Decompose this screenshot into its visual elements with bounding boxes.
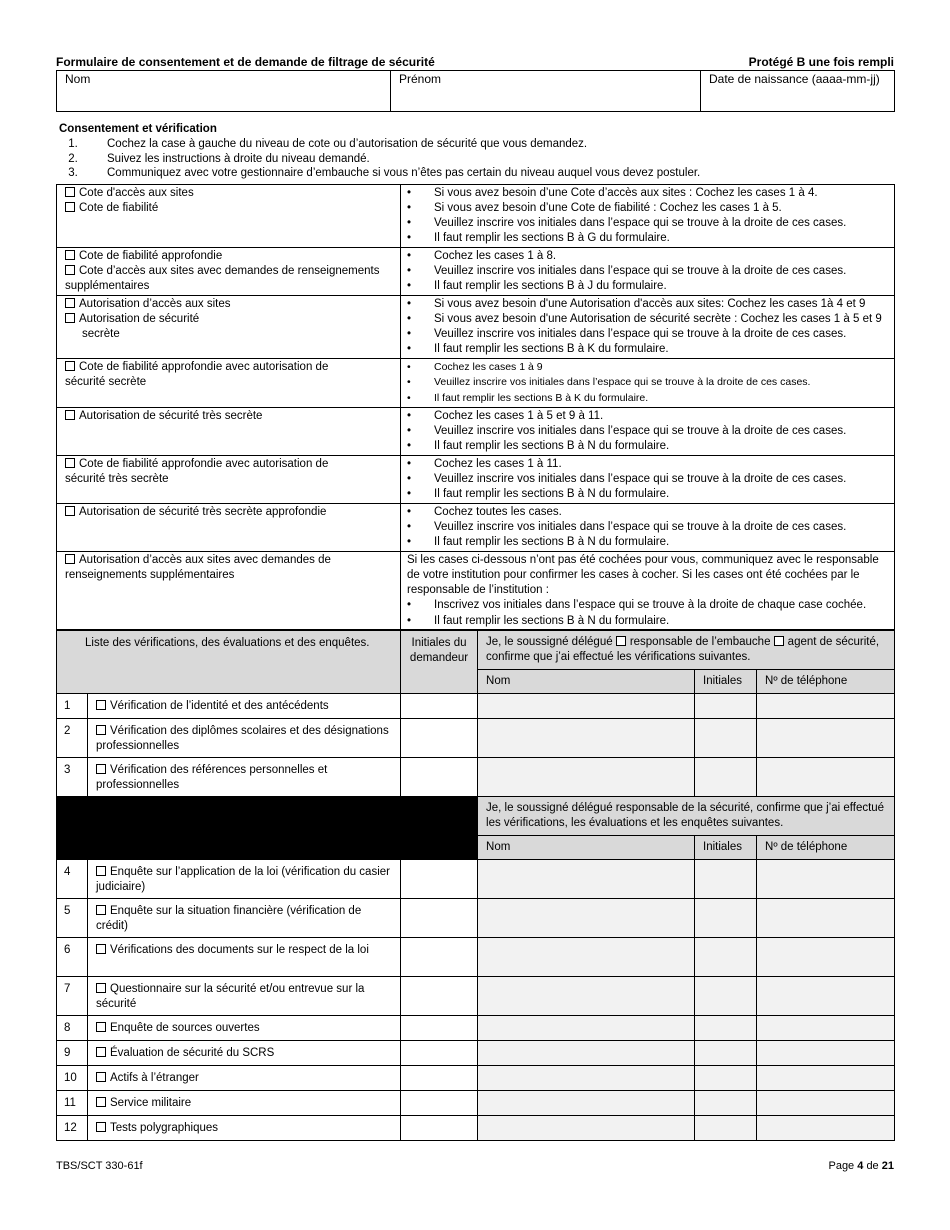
- checkbox[interactable]: [65, 361, 75, 371]
- hiring-manager-checkbox[interactable]: [616, 636, 626, 646]
- name-cell[interactable]: [478, 1066, 695, 1091]
- applicant-initials-cell[interactable]: [401, 899, 478, 938]
- table-row: [57, 1041, 895, 1066]
- level-row: [57, 503, 895, 551]
- protection-label: Protégé B une fois rempli: [748, 55, 894, 69]
- applicant-initials-cell[interactable]: [401, 1091, 478, 1116]
- level-option[interactable]: Autorisation de sécurité très secrète approfondie: [65, 505, 400, 520]
- check-label: Vérification des références personnelles et professionnelles: [96, 764, 328, 792]
- phone-cell[interactable]: [757, 758, 895, 797]
- checkbox[interactable]: [65, 313, 75, 323]
- checkbox[interactable]: [96, 725, 106, 735]
- check-label: Enquête sur la situation financière (vérification de crédit): [96, 905, 362, 933]
- check-label: Tests polygraphiques: [110, 1122, 219, 1135]
- blacked-out-section: [57, 797, 478, 860]
- check-label: Actifs à l’étranger: [110, 1072, 199, 1085]
- table-row: [57, 938, 895, 977]
- instruction-item: 1. Cochez la case à gauche du niveau de cote ou d’autorisation de sécurité que vous demandez.: [81, 137, 894, 152]
- checkbox[interactable]: [96, 700, 106, 710]
- checkbox[interactable]: [65, 506, 75, 516]
- check-number: 4: [57, 860, 88, 899]
- level-option-continuation: secrète: [82, 328, 120, 341]
- level-instructions: • Si vous avez besoin d'une Autorisation d'accès aux sites: Cochez les cases 1à 4 et 9 • Si vous avez besoin d'une Autorisation de sécurité secrète : Cochez les cases 1 à 5 et 9 • Veuillez inscrire vos initiales dans l’espace qui se trouve à la droite de ces cases. • Il faut remplir les sections B à K du formulaire.: [407, 297, 894, 358]
- checkbox[interactable]: [96, 1122, 106, 1132]
- check-number: 9: [57, 1041, 88, 1066]
- check-number: 2: [57, 719, 88, 758]
- initials-cell[interactable]: [695, 938, 757, 977]
- page-footer: [56, 1160, 894, 1172]
- security-officer-checkbox[interactable]: [774, 636, 784, 646]
- phone-cell[interactable]: [757, 694, 895, 719]
- level-option[interactable]: Cote d’accès aux sites avec demandes de renseignements supplémentaires: [65, 264, 380, 293]
- name-cell[interactable]: [478, 860, 695, 899]
- col-header-name: Nom: [478, 670, 695, 694]
- level-option[interactable]: Cote de fiabilité approfondie: [65, 249, 400, 264]
- check-number: 12: [57, 1116, 88, 1141]
- check-label: Vérification de l’identité et des antécédents: [110, 700, 329, 713]
- initials-cell[interactable]: [695, 694, 757, 719]
- checkbox[interactable]: [65, 554, 75, 564]
- instruction-item: 2. Suivez les instructions à droite du niveau demandé.: [81, 152, 894, 167]
- applicant-initials-cell[interactable]: [401, 719, 478, 758]
- name-cell[interactable]: [478, 1041, 695, 1066]
- checkbox[interactable]: [65, 298, 75, 308]
- level-option[interactable]: Autorisation d’accès aux sites avec demandes de renseignements supplémentaires: [65, 553, 331, 581]
- instructions-list: [56, 137, 894, 181]
- level-instructions: • Cochez les cases 1 à 9 • Veuillez inscrire vos initiales dans l’espace qui se trouve à la droite de ces cases. • Il faut remplir les sections B à K du formulaire.: [407, 360, 894, 407]
- checkbox[interactable]: [96, 1022, 106, 1032]
- applicant-initials-cell[interactable]: [401, 938, 478, 977]
- initials-cell[interactable]: [695, 860, 757, 899]
- col-header-initials: Initiales: [695, 836, 757, 860]
- level-intro: Si les cases ci-dessous n’ont pas été cochées pour vous, communiquez avec le responsable de votre institution pour confirmer les cases à cocher. Si les cases ont été cochées par le responsable de l’institution :: [407, 553, 879, 597]
- table-row: [57, 1116, 895, 1141]
- applicant-initials-cell[interactable]: [401, 694, 478, 719]
- name-cell[interactable]: [478, 977, 695, 1016]
- name-cell[interactable]: [478, 899, 695, 938]
- level-option[interactable]: Autorisation de sécurité: [65, 312, 400, 327]
- form-title: Formulaire de consentement et de demande de filtrage de sécurité: [56, 55, 435, 69]
- phone-cell[interactable]: [757, 1066, 895, 1091]
- form-page: [56, 54, 894, 1141]
- level-instructions: • Si vous avez besoin d’une Cote d’accès aux sites : Cochez les cases 1 à 4. • Si vous avez besoin d’une Cote de fiabilité : Cochez les cases 1 à 5. • Veuillez inscrire vos initiales dans l’espace qui se trouve à la droite de ces cases. • Il faut remplir les sections B à G du formulaire.: [407, 186, 894, 247]
- check-number: 8: [57, 1016, 88, 1041]
- check-number: 7: [57, 977, 88, 1016]
- initials-cell[interactable]: [695, 1066, 757, 1091]
- form-code: TBS/SCT 330-61f: [56, 1160, 143, 1172]
- phone-cell[interactable]: [757, 977, 895, 1016]
- table-row: [57, 1091, 895, 1116]
- checkbox[interactable]: [96, 1097, 106, 1107]
- level-option[interactable]: Cote de fiabilité approfondie avec autorisation de sécurité très secrète: [65, 457, 329, 486]
- level-instructions: • Cochez toutes les cases. • Veuillez inscrire vos initiales dans l’espace qui se trouve à la droite de ces cases. • Il faut remplir les sections B à N du formulaire.: [407, 505, 894, 551]
- phone-cell[interactable]: [757, 1041, 895, 1066]
- col-header-name: Nom: [478, 836, 695, 860]
- checkbox[interactable]: [65, 250, 75, 260]
- checkbox[interactable]: [65, 458, 75, 468]
- table-row: [57, 860, 895, 899]
- table-row: [57, 899, 895, 938]
- check-number: 10: [57, 1066, 88, 1091]
- initials-cell[interactable]: [695, 1041, 757, 1066]
- check-number: 11: [57, 1091, 88, 1116]
- check-number: 1: [57, 694, 88, 719]
- first-name-label: Prénom: [399, 72, 442, 86]
- name-cell[interactable]: [478, 719, 695, 758]
- check-label: Vérifications des documents sur le respect de la loi: [110, 944, 369, 957]
- phone-cell[interactable]: [757, 1091, 895, 1116]
- security-delegate-confirmation: Je, le soussigné délégué responsable de la sécurité, confirme que j’ai effectué les vérifications, les évaluations et les enquêtes suivantes.: [478, 797, 895, 836]
- applicant-initials-cell[interactable]: [401, 1016, 478, 1041]
- checkbox[interactable]: [96, 764, 106, 774]
- applicant-initials-cell[interactable]: [401, 758, 478, 797]
- check-label: Évaluation de sécurité du SCRS: [110, 1047, 275, 1060]
- col-header-phone: Nº de téléphone: [757, 670, 895, 694]
- applicant-initials-header: Initiales du demandeur: [401, 631, 478, 694]
- first-name-field[interactable]: [391, 71, 701, 112]
- section-title: Consentement et vérification: [59, 123, 217, 135]
- applicant-initials-cell[interactable]: [401, 1116, 478, 1141]
- table-row: [57, 977, 895, 1016]
- initials-cell[interactable]: [695, 719, 757, 758]
- check-label: Service militaire: [110, 1097, 192, 1110]
- check-label: Questionnaire sur la sécurité et/ou entrevue sur la sécurité: [96, 983, 365, 1011]
- checkbox[interactable]: [96, 1072, 106, 1082]
- instruction-item: 3. Communiquez avec votre gestionnaire d’embauche si vous n’êtes pas certain du niveau auquel vous devez postuler.: [81, 166, 894, 181]
- level-option[interactable]: Cote de fiabilité approfondie avec autorisation de sécurité secrète: [65, 360, 329, 389]
- checkbox[interactable]: [65, 265, 75, 275]
- check-label: Vérification des diplômes scolaires et des désignations professionnelles: [96, 725, 389, 753]
- level-option[interactable]: Autorisation d’accès aux sites: [65, 297, 400, 312]
- initials-cell[interactable]: [695, 1016, 757, 1041]
- phone-cell[interactable]: [757, 938, 895, 977]
- check-number: 5: [57, 899, 88, 938]
- name-cell[interactable]: [478, 758, 695, 797]
- level-instructions: • Cochez les cases 1 à 11. • Veuillez inscrire vos initiales dans l’espace qui se trouve à la droite de ces cases. • Il faut remplir les sections B à N du formulaire.: [407, 457, 894, 503]
- checkbox[interactable]: [65, 187, 75, 197]
- name-cell[interactable]: [478, 938, 695, 977]
- form-header: [56, 54, 894, 70]
- name-cell[interactable]: [478, 1091, 695, 1116]
- level-row: [57, 455, 895, 503]
- name-cell[interactable]: [478, 694, 695, 719]
- initials-cell[interactable]: [695, 977, 757, 1016]
- level-option[interactable]: Cote d'accès aux sites: [65, 186, 400, 201]
- delegate-confirmation: Je, le soussigné délégué responsable de l’embauche agent de sécurité, confirme que j’ai effectué les vérifications suivantes.: [478, 631, 895, 670]
- identity-table: [56, 70, 895, 112]
- birth-date-label: Date de naissance (aaaa-mm-jj): [709, 72, 880, 86]
- level-row: [57, 295, 895, 358]
- page-indicator: Page 4 de 21: [828, 1160, 894, 1172]
- initials-cell[interactable]: [695, 1116, 757, 1141]
- checks-list-title: Liste des vérifications, des évaluations et des enquêtes.: [57, 631, 401, 694]
- level-row: [57, 184, 895, 247]
- level-row: [57, 247, 895, 295]
- table-row: [57, 694, 895, 719]
- level-row: [57, 407, 895, 455]
- table-row: [57, 719, 895, 758]
- checkbox[interactable]: [65, 410, 75, 420]
- initials-cell[interactable]: [695, 1091, 757, 1116]
- level-instructions: • Cochez les cases 1 à 8. • Veuillez inscrire vos initiales dans l’espace qui se trouve à la droite de ces cases. • Il faut remplir les sections B à J du formulaire.: [407, 249, 894, 295]
- phone-cell[interactable]: [757, 1116, 895, 1141]
- level-row: [57, 551, 895, 629]
- applicant-initials-cell[interactable]: [401, 1041, 478, 1066]
- col-header-phone: Nº de téléphone: [757, 836, 895, 860]
- level-option[interactable]: Autorisation de sécurité très secrète: [65, 409, 400, 424]
- phone-cell[interactable]: [757, 860, 895, 899]
- applicant-initials-cell[interactable]: [401, 1066, 478, 1091]
- phone-cell[interactable]: [757, 1016, 895, 1041]
- level-instructions: • Cochez les cases 1 à 5 et 9 à 11. • Veuillez inscrire vos initiales dans l’espace qui se trouve à la droite de ces cases. • Il faut remplir les sections B à N du formulaire.: [407, 409, 894, 455]
- initials-cell[interactable]: [695, 899, 757, 938]
- initials-cell[interactable]: [695, 758, 757, 797]
- checkbox[interactable]: [65, 202, 75, 212]
- table-row: [57, 1066, 895, 1091]
- checkbox[interactable]: [96, 866, 106, 876]
- clearance-levels-table: [56, 184, 895, 631]
- applicant-initials-cell[interactable]: [401, 977, 478, 1016]
- name-cell[interactable]: [478, 1116, 695, 1141]
- birth-date-field[interactable]: [701, 71, 895, 112]
- checkbox[interactable]: [96, 1047, 106, 1057]
- checkbox[interactable]: [96, 905, 106, 915]
- phone-cell[interactable]: [757, 899, 895, 938]
- table-row: [57, 1016, 895, 1041]
- check-label: Enquête de sources ouvertes: [110, 1022, 260, 1035]
- col-header-initials: Initiales: [695, 670, 757, 694]
- table-row: [57, 758, 895, 797]
- checkbox[interactable]: [96, 983, 106, 993]
- level-instructions: • Inscrivez vos initiales dans l’espace qui se trouve à la droite de chaque case cochée. • Il faut remplir les sections B à N du formulaire.: [407, 598, 894, 629]
- last-name-field[interactable]: [57, 71, 391, 112]
- checkbox[interactable]: [96, 944, 106, 954]
- applicant-initials-cell[interactable]: [401, 860, 478, 899]
- level-row: [57, 358, 895, 407]
- checks-table: [56, 630, 895, 1141]
- phone-cell[interactable]: [757, 719, 895, 758]
- last-name-label: Nom: [65, 72, 91, 86]
- name-cell[interactable]: [478, 1016, 695, 1041]
- check-number: 6: [57, 938, 88, 977]
- check-label: Enquête sur l’application de la loi (vérification du casier judiciaire): [96, 866, 390, 894]
- check-number: 3: [57, 758, 88, 797]
- level-option[interactable]: Cote de fiabilité: [65, 201, 400, 216]
